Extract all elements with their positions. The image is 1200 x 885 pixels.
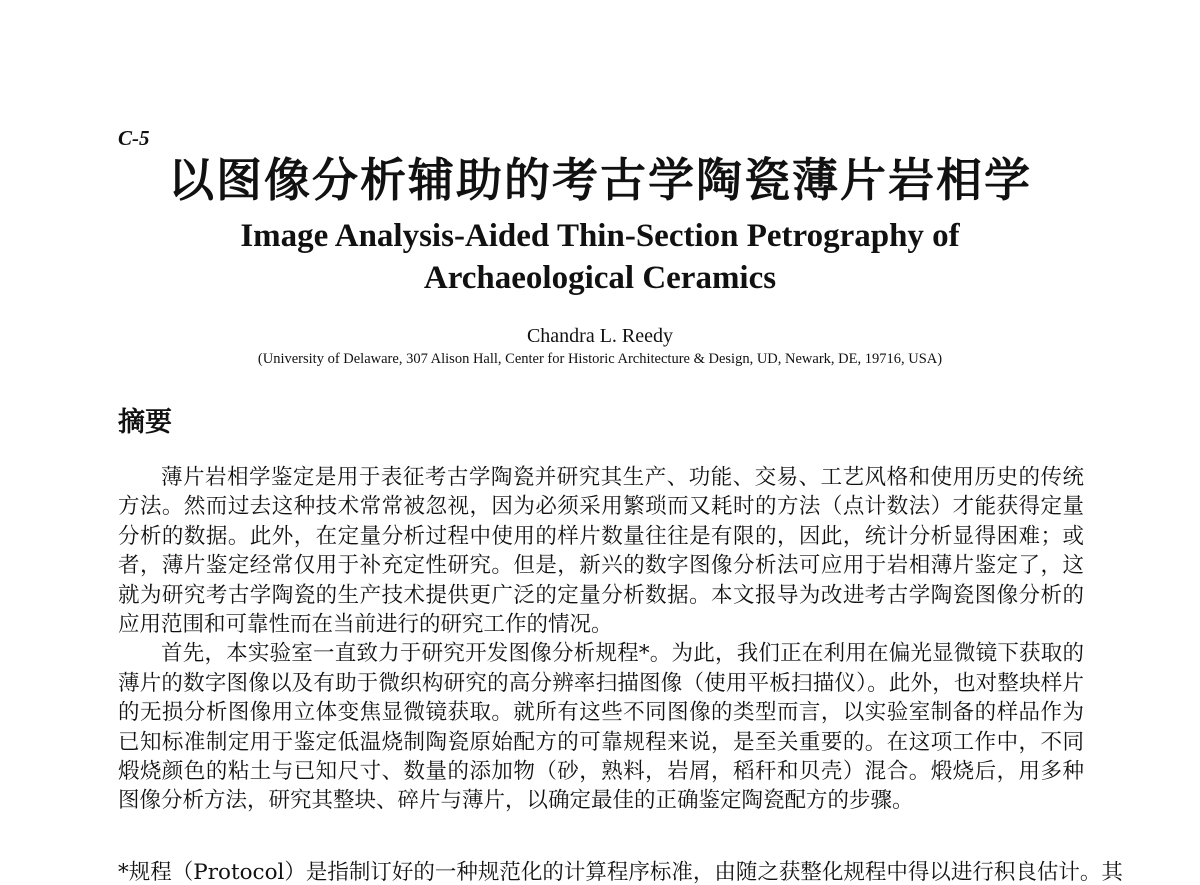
title-chinese: 以图像分析辅助的考古学陶瓷薄片岩相学 — [168, 153, 1032, 207]
abstract-heading: 摘要 — [118, 407, 172, 438]
title-english-line-1: Image Analysis-Aided Thin-Section Petrography of — [240, 218, 960, 254]
abstract-body — [118, 463, 1084, 816]
paper-code: C-5 — [118, 126, 150, 150]
cut-off-footnote-line — [118, 860, 1123, 885]
cut-off-footnote-text: *规程（Protocol）是指制订好的一种规范化的计算程序标准，由随之获整化规程中得以进行积良估计。其 — [118, 860, 1123, 885]
title-english — [0, 215, 1200, 299]
title-english-line-2: Archaeological Ceramics — [423, 260, 777, 296]
abstract-paragraph-2: 首先，本实验室一直致力于研究开发图像分析规程*。为此，我们正在利用在偏光显微镜下获取的薄片的数字图像以及有助于微织构研究的高分辨率扫描图像（使用平板扫描仪）。此外，也对整块样片的无损分析图像用立体变焦显微镜获取。就所有这些不同图像的类型而言，以实验室制备的样品作为已知标准制定用于鉴定低温烧制陶瓷原始配方的可靠规程来说，是至关重要的。在这项工作中，不同煅烧颜色的粘土与已知尺寸、数量的添加物（砂，熟料，岩屑，稻秆和贝壳）混合。煅烧后，用多种图像分析方法，研究其整块、碎片与薄片，以确定最佳的正确鉴定陶瓷配方的步骤。 — [118, 641, 1084, 814]
author-name: Chandra L. Reedy — [526, 325, 674, 347]
abstract-paragraph-1: 薄片岩相学鉴定是用于表征考古学陶瓷并研究其生产、功能、交易、工艺风格和使用历史的传统方法。然而过去这种技术常常被忽视，因为必须采用繁琐而又耗时的方法（点计数法）才能获得定量分析的数据。此外，在定量分析过程中使用的样片数量往往是有限的，因此，统计分析显得困难；或者，薄片鉴定经常仅用于补充定性研究。但是，新兴的数字图像分析法可应用于岩相薄片鉴定了，这就为研究考古学陶瓷的生产技术提供更广泛的定量分析数据。本文报导为改进考古学陶瓷图像分析的应用范围和可靠性而在当前进行的研究工作的情况。 — [118, 465, 1084, 638]
author-affiliation: (University of Delaware, 307 Alison Hall, Center for Historic Architecture & Design, UD, Newark, DE, 19716, USA) — [257, 351, 943, 367]
